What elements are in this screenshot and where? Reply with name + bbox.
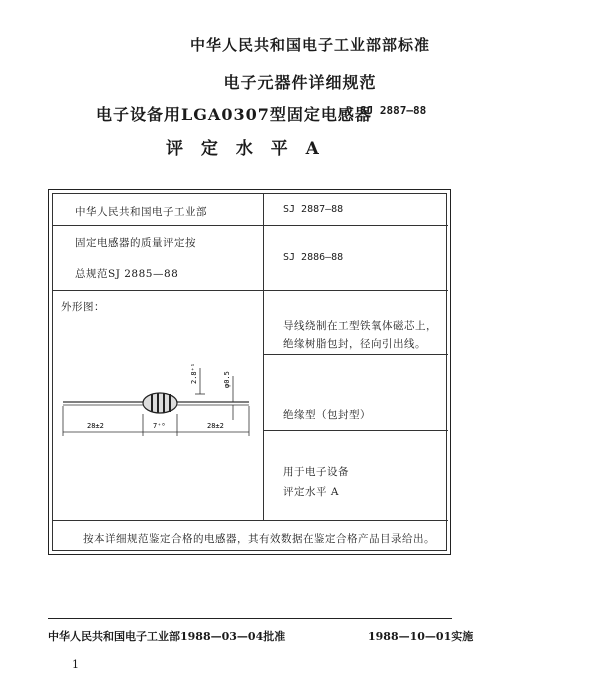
outline-label: 外形图： (61, 301, 105, 313)
spec-type-heading: 电子元器件详细规范 (223, 73, 377, 92)
generic-spec-line2: 总规范SJ 2885—88 (75, 268, 179, 280)
spec-table (52, 193, 447, 551)
inductor-outline-drawing (57, 354, 263, 454)
construction-desc-line1: 导线绕制在工型铁氧体磁芯上， (283, 320, 437, 332)
implementation-date: 1988—10—01实施 (368, 630, 474, 643)
generic-spec-line1: 固定电感器的质量评定按 (75, 237, 196, 249)
inductor-body (143, 393, 177, 413)
use-line2: 评定水平 A (283, 486, 339, 498)
table-divider (53, 225, 448, 226)
document-title: 电子设备用LGA0307型固定电感器 (96, 105, 372, 124)
page-number: 1 (72, 658, 79, 671)
table-divider (53, 290, 448, 291)
footer-rule (48, 618, 452, 619)
dim-height: 2.8⁺¹ (190, 362, 198, 384)
construction-desc-line2: 绝缘树脂包封，径向引出线。 (283, 338, 426, 350)
qualified-products-note: 按本详细规范鉴定合格的电感器，其有效数据在鉴定合格产品目录给出。 (83, 533, 435, 545)
table-column-divider (263, 194, 264, 520)
table-divider (53, 520, 448, 521)
table-divider (263, 430, 448, 431)
code-cell-2: SJ 2886—88 (283, 252, 344, 263)
dim-left-lead: 28±2 (87, 422, 104, 430)
use-line1: 用于电子设备 (283, 466, 349, 478)
dim-body-length: 7⁺⁰ (153, 422, 166, 430)
dim-diameter: φ0.5 (223, 371, 231, 388)
table-divider (263, 354, 448, 355)
insulation-type: 绝缘型（包封型） (283, 409, 371, 421)
code-cell-1: SJ 2887—88 (283, 204, 344, 215)
assessment-level-heading: 评 定 水 平 A (166, 139, 325, 159)
dim-right-lead: 28±2 (207, 422, 224, 430)
ministry-standard-heading: 中华人民共和国电子工业部部标准 (189, 36, 430, 54)
standard-code: SJ 2887—88 (360, 104, 427, 117)
approval-date: 中华人民共和国电子工业部1988—03—04批准 (48, 630, 286, 643)
ministry-cell: 中华人民共和国电子工业部 (75, 206, 207, 218)
